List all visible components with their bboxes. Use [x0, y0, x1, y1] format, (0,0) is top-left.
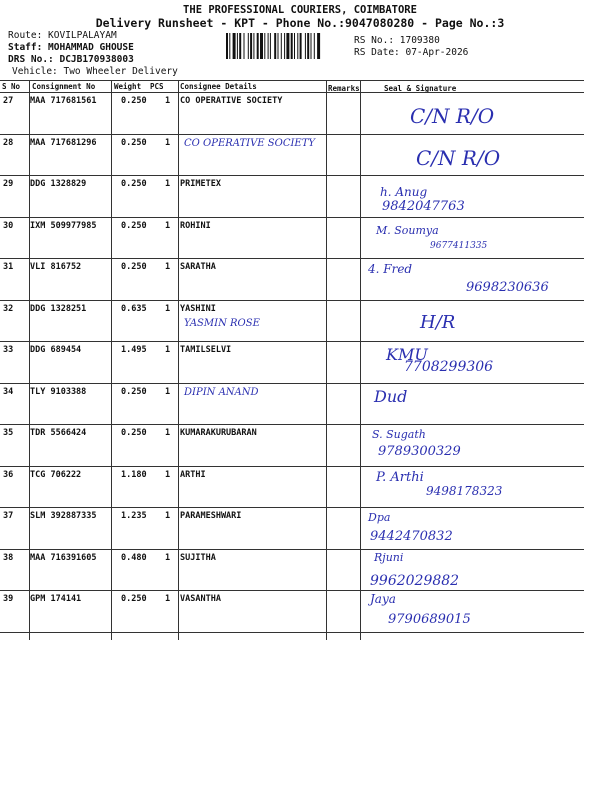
piece-count: 1 — [165, 469, 171, 480]
col-header-remarks: Remarks — [328, 84, 360, 93]
handwritten-signature: 4. Fred — [368, 262, 413, 276]
handwritten-consignee-note: YASMIN ROSE — [184, 317, 260, 329]
handwritten-phone-number: 9698230636 — [466, 280, 549, 295]
handwritten-signature: S. Sugath — [372, 428, 426, 441]
handwritten-phone-number: 9789300329 — [378, 444, 461, 459]
consignee-name: ARTHI — [180, 469, 206, 480]
parcel-weight: 0.250 — [121, 137, 147, 148]
consignment-number: MAA 716391605 — [30, 552, 97, 563]
parcel-weight: 0.250 — [121, 220, 147, 231]
parcel-weight: 1.235 — [121, 511, 147, 521]
handwritten-signature: Jaya — [370, 592, 396, 606]
row-sno: 32 — [3, 303, 14, 314]
piece-count: 1 — [165, 303, 171, 314]
parcel-weight: 0.250 — [121, 179, 147, 189]
handwritten-signature: Dud — [374, 386, 408, 406]
handwritten-signature: C/N R/O — [416, 145, 501, 170]
consignee-name: YASHINI — [180, 303, 216, 314]
row-sno: 39 — [3, 594, 14, 604]
consignment-number: DDG 1328251 — [30, 303, 87, 314]
row-divider — [0, 632, 584, 633]
col-header-sno: S No — [2, 82, 21, 91]
consignment-number: SLM 392887335 — [30, 511, 97, 521]
piece-count: 1 — [165, 428, 171, 438]
row-sno: 35 — [3, 428, 14, 438]
row-sno: 38 — [3, 552, 14, 563]
consignee-name: PARAMESHWARI — [180, 511, 242, 521]
handwritten-signature: Dpa — [368, 511, 391, 524]
row-divider — [0, 549, 584, 550]
parcel-weight: 1.180 — [121, 469, 147, 480]
handwritten-phone-number: 9498178323 — [426, 483, 503, 498]
column-divider — [178, 80, 179, 640]
parcel-weight: 0.250 — [121, 428, 147, 438]
consignment-number: DDG 1328829 — [30, 179, 87, 189]
parcel-weight: 0.480 — [121, 552, 147, 563]
consignee-name: SUJITHA — [180, 552, 216, 563]
handwritten-signature: h. Anug — [380, 185, 428, 199]
piece-count: 1 — [165, 96, 171, 106]
piece-count: 1 — [165, 179, 171, 189]
piece-count: 1 — [165, 511, 171, 521]
row-sno: 30 — [3, 220, 14, 231]
consignee-name: ROHINI — [180, 220, 211, 231]
parcel-weight: 0.250 — [121, 386, 147, 397]
handwritten-phone-number: 9677411335 — [430, 240, 488, 251]
table-top-border — [0, 80, 584, 81]
row-divider — [0, 590, 584, 591]
consignment-number: MAA 717681561 — [30, 96, 97, 106]
piece-count: 1 — [165, 137, 171, 148]
row-sno: 33 — [3, 345, 14, 355]
handwritten-phone-number: 7708299306 — [404, 359, 494, 375]
handwritten-consignee-note: CO OPERATIVE SOCIETY — [184, 137, 316, 149]
row-divider — [0, 258, 584, 259]
runsheet-table — [0, 80, 584, 640]
parcel-weight: 0.250 — [121, 594, 147, 604]
col-header-weight: Weight — [114, 82, 142, 91]
col-header-consignee: Consignee Details — [180, 82, 257, 91]
column-divider — [111, 80, 112, 640]
row-divider — [0, 175, 584, 176]
row-divider — [0, 341, 584, 342]
company-title: THE PROFESSIONAL COURIERS, COIMBATORE — [183, 4, 417, 16]
consignment-number: MAA 717681296 — [30, 137, 97, 148]
column-divider — [360, 80, 361, 640]
barcode-image — [226, 33, 350, 59]
handwritten-phone-number: 9842047763 — [382, 199, 465, 214]
row-divider — [0, 217, 584, 218]
row-divider — [0, 383, 584, 384]
consignee-name: SARATHA — [180, 262, 216, 272]
consignment-number: TLY 9103388 — [30, 386, 87, 397]
piece-count: 1 — [165, 262, 171, 272]
consignment-number: IXM 509977985 — [30, 220, 97, 231]
drs-label: DRS No.: DCJB170938003 — [8, 54, 134, 65]
consignment-number: TDR 5566424 — [30, 428, 87, 438]
header-divider — [0, 92, 584, 93]
parcel-weight: 0.250 — [121, 96, 147, 106]
column-divider — [326, 80, 327, 640]
parcel-weight: 0.250 — [121, 262, 147, 272]
row-sno: 37 — [3, 511, 14, 521]
row-divider — [0, 466, 584, 467]
piece-count: 1 — [165, 220, 171, 231]
handwritten-signature: C/N R/O — [410, 104, 495, 128]
handwritten-signature: M. Soumya — [376, 223, 439, 237]
row-divider — [0, 134, 584, 135]
rs-number: RS No.: 1709380 — [354, 35, 440, 46]
consignee-name: PRIMETEX — [180, 179, 221, 189]
row-sno: 36 — [3, 469, 14, 480]
rs-date: RS Date: 07-Apr-2026 — [354, 47, 469, 58]
handwritten-signature: KMU — [386, 345, 428, 364]
consignee-name: TAMILSELVI — [180, 345, 232, 355]
row-sno: 27 — [3, 96, 14, 106]
handwritten-signature: P. Arthi — [376, 469, 424, 485]
vehicle-label: Vehicle: Two Wheeler Delivery — [12, 66, 178, 77]
consignment-number: GPM 174141 — [30, 594, 82, 604]
piece-count: 1 — [165, 345, 171, 355]
parcel-weight: 1.495 — [121, 345, 147, 355]
handwritten-consignee-note: DIPIN ANAND — [184, 386, 259, 398]
row-divider — [0, 424, 584, 425]
consignee-name: CO OPERATIVE SOCIETY — [180, 96, 283, 106]
row-divider — [0, 507, 584, 508]
consignment-number: VLI 816752 — [30, 262, 82, 272]
piece-count: 1 — [165, 552, 171, 563]
col-header-pcs: PCS — [150, 82, 164, 91]
handwritten-signature: H/R — [420, 311, 456, 333]
handwritten-phone-number: 9442470832 — [370, 529, 453, 544]
col-header-seal: Seal & Signature — [384, 84, 457, 93]
route-label: Route: KOVILPALAYAM — [8, 30, 117, 41]
piece-count: 1 — [165, 386, 171, 397]
row-sno: 31 — [3, 262, 14, 272]
consignee-name: KUMARAKURUBARAN — [180, 428, 257, 438]
row-divider — [0, 300, 584, 301]
row-sno: 29 — [3, 179, 14, 189]
runsheet-subtitle: Delivery Runsheet - KPT - Phone No.:9047080280 - Page No.:3 — [95, 16, 505, 30]
staff-label: Staff: MOHAMMAD GHOUSE — [8, 42, 134, 53]
consignment-number: DDG 689454 — [30, 345, 82, 355]
consignee-name: VASANTHA — [180, 594, 221, 604]
handwritten-signature: Rjuni — [374, 550, 404, 564]
parcel-weight: 0.635 — [121, 303, 147, 314]
handwritten-phone-number: 9962029882 — [370, 572, 460, 589]
row-sno: 34 — [3, 386, 14, 397]
row-sno: 28 — [3, 137, 14, 148]
col-header-consignment: Consignment No — [32, 82, 96, 91]
handwritten-phone-number: 9790689015 — [388, 612, 471, 627]
consignment-number: TCG 706222 — [30, 469, 82, 480]
piece-count: 1 — [165, 594, 171, 604]
